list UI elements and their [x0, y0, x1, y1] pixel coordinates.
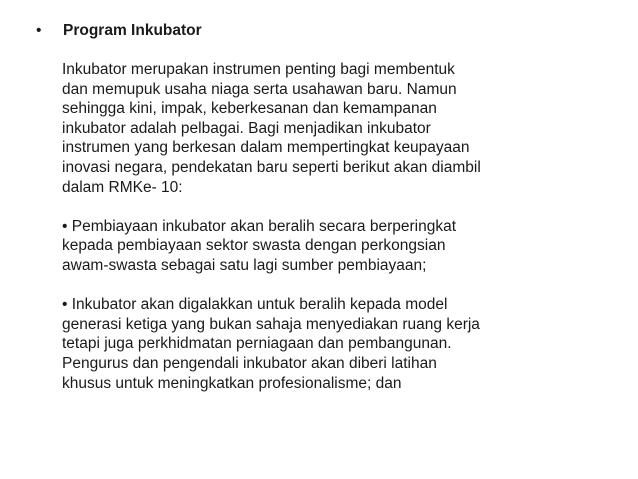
funding-point: • Pembiayaan inkubator akan beralih secara berperingkat kepada pembiayaan sektor swasta dengan perkongsian awam-swasta sebagai satu lagi sumber pembiayaan;	[62, 217, 457, 274]
paragraph-spacer	[62, 276, 562, 296]
section-title: Program Inkubator	[63, 22, 202, 39]
third-generation-point: • Inkubator akan digalakkan untuk beralih kepada model generasi ketiga yang bukan sahaja menyediakan ruang kerja tetapi juga perkhidmatan perniagaan dan pembangunan. Pengurus dan pengendali inkubator akan diberi latihan khusus untuk meningkatkan profesionalisme; dan	[62, 296, 480, 392]
intro-paragraph: Inkubator merupakan instrumen penting bagi membentuk dan memupuk usaha niaga serta usahawan baru. Namun sehingga kini, impak, keberkesanan dan kemampanan inkubator adalah pelbagai. Bagi menjadikan inkubator instrumen yang berkesan dalam mempertingkat keupayaan inovasi negara, pendekatan baru seperti berikut akan diambil dalam RMKe- 10:	[62, 61, 481, 196]
section-heading	[36, 21, 202, 41]
body-text	[62, 60, 562, 393]
paragraph-spacer	[62, 197, 562, 217]
bullet-icon: •	[36, 22, 42, 39]
